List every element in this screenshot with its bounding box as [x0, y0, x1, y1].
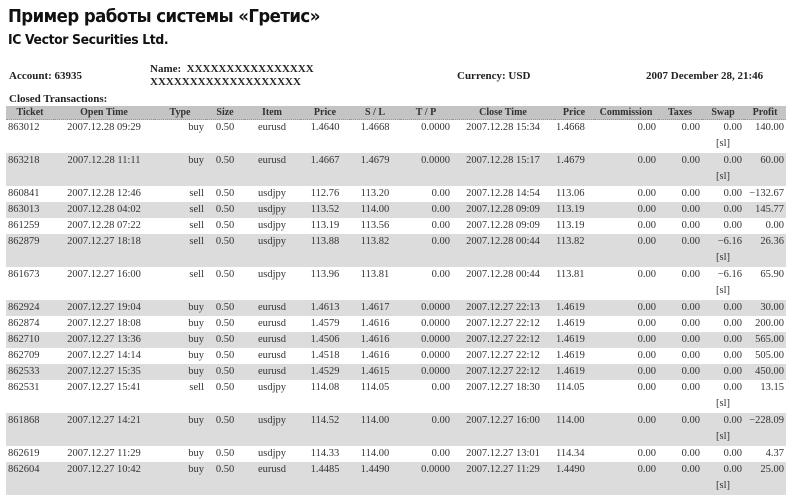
- cell-item: usdjpy: [257, 382, 286, 393]
- cell-commission: 0.00: [594, 202, 658, 218]
- cell-sl: 1.4616: [360, 318, 390, 329]
- cell-close-price: 113.19: [554, 202, 594, 218]
- cell-price: 113.52: [300, 202, 350, 218]
- cell-open-time: 2007.12.28 11:11: [54, 153, 154, 186]
- cell-profit: −132.67: [749, 188, 784, 199]
- cell-commission: 0.00: [637, 122, 656, 133]
- cell-profit: 4.37: [765, 448, 784, 459]
- cell-profit: 60.00: [744, 153, 786, 186]
- cell-size: 0.50: [206, 202, 244, 218]
- name-line-2: XXXXXXXXXXXXXXXXXXX: [150, 76, 301, 88]
- column-header: T / P: [400, 106, 452, 120]
- cell-profit: 140.00: [755, 122, 784, 133]
- cell-size: 0.50: [206, 234, 244, 267]
- cell-type: sell: [189, 269, 204, 280]
- cell-size: 0.50: [206, 462, 244, 495]
- cell-commission: 0.00: [637, 350, 656, 361]
- table-row: [6, 332, 786, 348]
- close-reason-note: [sl]: [716, 480, 730, 491]
- cell-size: 0.50: [215, 122, 235, 133]
- account-number: Account: 63935: [9, 70, 83, 82]
- cell-tp: 0.0000: [400, 332, 452, 348]
- cell-taxes: 0.00: [658, 413, 702, 446]
- closed-transactions-table: [6, 106, 786, 495]
- cell-open-time: 2007.12.27 11:29: [67, 448, 141, 459]
- cell-item: usdjpy: [257, 220, 286, 231]
- close-reason-note: [sl]: [716, 171, 730, 182]
- cell-item: usdjpy: [257, 448, 286, 459]
- column-header: Close Time: [452, 106, 554, 120]
- cell-sl: 1.4490: [350, 462, 400, 495]
- cell-commission: 0.00: [594, 153, 658, 186]
- close-reason-note: [sl]: [716, 285, 730, 296]
- cell-open-time: 2007.12.27 18:18: [54, 234, 154, 267]
- cell-price: 113.96: [310, 269, 340, 280]
- cell-item: eurusd: [244, 462, 300, 495]
- cell-open-time: 2007.12.27 10:42: [54, 462, 154, 495]
- cell-sl: 1.4616: [360, 350, 390, 361]
- cell-tp: 0.00: [431, 220, 450, 231]
- close-reason-note: [sl]: [716, 398, 730, 409]
- cell-sl: 114.00: [360, 448, 390, 459]
- cell-sl: 114.00: [350, 202, 400, 218]
- cell-taxes: 0.00: [681, 122, 700, 133]
- table-row: [6, 267, 786, 300]
- swap-value: 0.00: [723, 122, 742, 133]
- cell-taxes: 0.00: [681, 318, 700, 329]
- cell-commission: 0.00: [594, 234, 658, 267]
- cell-profit: 450.00: [744, 364, 786, 380]
- cell-size: 0.50: [215, 220, 235, 231]
- cell-open-time: 2007.12.27 16:00: [67, 269, 141, 280]
- cell-tp: 0.0000: [400, 462, 452, 495]
- cell-swap: [702, 413, 744, 446]
- cell-item: eurusd: [244, 364, 300, 380]
- cell-type: buy: [154, 462, 206, 495]
- cell-profit: 25.00: [744, 462, 786, 495]
- cell-close-price: 114.00: [554, 413, 594, 446]
- cell-price: 114.52: [300, 413, 350, 446]
- cell-size: 0.50: [206, 413, 244, 446]
- cell-tp: 0.00: [400, 202, 452, 218]
- column-header: Open Time: [54, 106, 154, 120]
- cell-close-time: 2007.12.28 14:54: [466, 188, 540, 199]
- close-reason-note: [sl]: [716, 431, 730, 442]
- cell-close-time: 2007.12.28 15:34: [466, 122, 540, 133]
- cell-item: eurusd: [244, 153, 300, 186]
- cell-close-price: 1.4679: [554, 153, 594, 186]
- cell-item: eurusd: [244, 300, 300, 316]
- cell-price: 1.4518: [310, 350, 340, 361]
- cell-size: 0.50: [206, 364, 244, 380]
- cell-size: 0.50: [215, 318, 235, 329]
- cell-ticket: 861259: [8, 220, 40, 231]
- table-row: [6, 300, 786, 316]
- column-header: Item: [244, 106, 300, 120]
- column-header: Size: [206, 106, 244, 120]
- cell-profit: 13.15: [760, 382, 784, 393]
- cell-close-price: 113.19: [556, 220, 585, 231]
- cell-size: 0.50: [215, 188, 235, 199]
- cell-taxes: 0.00: [681, 382, 700, 393]
- cell-close-time: 2007.12.28 00:44: [452, 234, 554, 267]
- table-row: [6, 348, 786, 364]
- cell-profit: 26.36: [744, 234, 786, 267]
- cell-tp: 0.00: [431, 382, 450, 393]
- cell-close-time: 2007.12.27 22:12: [466, 350, 540, 361]
- cell-item: usdjpy: [244, 202, 300, 218]
- cell-close-price: 114.34: [556, 448, 585, 459]
- cell-price: 112.76: [310, 188, 340, 199]
- cell-item: usdjpy: [244, 234, 300, 267]
- cell-type: buy: [154, 364, 206, 380]
- cell-sl: 1.4616: [350, 332, 400, 348]
- swap-value: 0.00: [723, 302, 742, 313]
- cell-ticket: 862710: [6, 332, 54, 348]
- swap-value: −6.16: [717, 236, 742, 247]
- cell-taxes: 0.00: [681, 350, 700, 361]
- swap-value: 0.00: [723, 448, 742, 459]
- cell-ticket: 862924: [6, 300, 54, 316]
- cell-tp: 0.0000: [421, 350, 450, 361]
- cell-tp: 0.0000: [421, 318, 450, 329]
- name-line-1: Name: XXXXXXXXXXXXXXXX: [150, 63, 314, 75]
- table-row: [6, 186, 786, 202]
- cell-ticket: 863013: [6, 202, 54, 218]
- cell-ticket: 862879: [6, 234, 54, 267]
- swap-value: 0.00: [723, 318, 742, 329]
- column-header: Taxes: [658, 106, 702, 120]
- cell-type: buy: [188, 350, 204, 361]
- cell-profit: 565.00: [744, 332, 786, 348]
- column-header: Price: [554, 106, 594, 120]
- cell-swap: [702, 316, 744, 332]
- cell-tp: 0.0000: [400, 153, 452, 186]
- cell-ticket: 861673: [8, 269, 40, 280]
- table-row: [6, 202, 786, 218]
- swap-value: 0.00: [723, 155, 742, 166]
- cell-item: usdjpy: [257, 269, 286, 280]
- cell-close-time: 2007.12.27 13:01: [466, 448, 540, 459]
- cell-swap: [702, 380, 744, 413]
- cell-close-price: 113.82: [554, 234, 594, 267]
- cell-swap: [702, 364, 744, 380]
- cell-close-price: 113.81: [556, 269, 585, 280]
- cell-tp: 0.00: [400, 413, 452, 446]
- cell-taxes: 0.00: [658, 202, 702, 218]
- table-row: [6, 316, 786, 332]
- cell-close-price: 1.4490: [554, 462, 594, 495]
- cell-size: 0.50: [206, 300, 244, 316]
- cell-commission: 0.00: [594, 300, 658, 316]
- column-header: Ticket: [6, 106, 54, 120]
- cell-swap: [702, 202, 744, 218]
- cell-taxes: 0.00: [681, 448, 700, 459]
- cell-type: sell: [189, 188, 204, 199]
- cell-sl: 114.00: [350, 413, 400, 446]
- cell-close-price: 1.4619: [556, 350, 585, 361]
- cell-price: 1.4485: [300, 462, 350, 495]
- cell-profit: 145.77: [744, 202, 786, 218]
- cell-swap: [702, 234, 744, 267]
- cell-ticket: 862533: [6, 364, 54, 380]
- cell-type: sell: [154, 202, 206, 218]
- cell-sl: 113.56: [360, 220, 390, 231]
- cell-price: 113.19: [310, 220, 340, 231]
- cell-close-time: 2007.12.27 22:12: [466, 318, 540, 329]
- cell-item: eurusd: [258, 350, 286, 361]
- cell-close-time: 2007.12.27 22:12: [452, 332, 554, 348]
- cell-close-time: 2007.12.28 00:44: [466, 269, 540, 280]
- cell-item: usdjpy: [257, 188, 286, 199]
- cell-type: buy: [188, 122, 204, 133]
- cell-item: eurusd: [258, 318, 286, 329]
- table-row: [6, 364, 786, 380]
- cell-size: 0.50: [215, 269, 235, 280]
- account-holder-name: [150, 63, 314, 89]
- cell-commission: 0.00: [594, 332, 658, 348]
- swap-value: 0.00: [723, 334, 742, 345]
- cell-swap: [702, 267, 744, 300]
- cell-open-time: 2007.12.28 09:29: [67, 122, 141, 133]
- cell-profit: −228.09: [744, 413, 786, 446]
- cell-taxes: 0.00: [681, 269, 700, 280]
- cell-price: 1.4506: [300, 332, 350, 348]
- close-reason-note: [sl]: [716, 138, 730, 149]
- cell-commission: 0.00: [637, 382, 656, 393]
- cell-type: buy: [154, 153, 206, 186]
- close-reason-note: [sl]: [716, 252, 730, 263]
- cell-close-time: 2007.12.27 16:00: [452, 413, 554, 446]
- table-row: [6, 413, 786, 446]
- swap-value: 0.00: [723, 366, 742, 377]
- table-header-row: [6, 106, 786, 120]
- cell-open-time: 2007.12.27 19:04: [54, 300, 154, 316]
- column-header: S / L: [350, 106, 400, 120]
- cell-type: sell: [189, 220, 204, 231]
- cell-sl: 1.4679: [350, 153, 400, 186]
- cell-ticket: 862874: [8, 318, 40, 329]
- account-currency: Currency: USD: [457, 70, 531, 82]
- cell-ticket: 862531: [8, 382, 40, 393]
- column-header: Type: [154, 106, 206, 120]
- cell-sl: 113.20: [360, 188, 390, 199]
- swap-value: 0.00: [723, 415, 742, 426]
- cell-sl: 113.82: [350, 234, 400, 267]
- cell-price: 114.08: [310, 382, 340, 393]
- cell-profit: 200.00: [755, 318, 784, 329]
- cell-profit: 30.00: [744, 300, 786, 316]
- cell-sl: 1.4617: [350, 300, 400, 316]
- cell-commission: 0.00: [594, 413, 658, 446]
- cell-size: 0.50: [215, 350, 235, 361]
- table-row: [6, 462, 786, 495]
- cell-commission: 0.00: [594, 364, 658, 380]
- cell-taxes: 0.00: [681, 220, 700, 231]
- cell-sl: 114.05: [360, 382, 390, 393]
- cell-close-price: 1.4619: [554, 332, 594, 348]
- cell-open-time: 2007.12.27 13:36: [54, 332, 154, 348]
- cell-price: 1.4613: [300, 300, 350, 316]
- cell-price: 113.88: [300, 234, 350, 267]
- table-row: [6, 120, 786, 154]
- cell-close-time: 2007.12.28 15:17: [452, 153, 554, 186]
- cell-type: buy: [154, 332, 206, 348]
- cell-profit: 65.90: [760, 269, 784, 280]
- cell-close-time: 2007.12.27 11:29: [452, 462, 554, 495]
- cell-ticket: 863012: [8, 122, 40, 133]
- cell-open-time: 2007.12.28 07:22: [67, 220, 141, 231]
- cell-close-price: 1.4619: [554, 364, 594, 380]
- cell-size: 0.50: [215, 382, 235, 393]
- cell-swap: [702, 120, 744, 154]
- cell-type: sell: [189, 382, 204, 393]
- cell-type: buy: [154, 413, 206, 446]
- cell-taxes: 0.00: [658, 153, 702, 186]
- cell-swap: [702, 186, 744, 202]
- cell-sl: 1.4615: [350, 364, 400, 380]
- cell-open-time: 2007.12.28 04:02: [54, 202, 154, 218]
- cell-commission: 0.00: [637, 188, 656, 199]
- column-header: Commission: [594, 106, 658, 120]
- table-row: [6, 218, 786, 234]
- cell-commission: 0.00: [637, 269, 656, 280]
- cell-price: 1.4579: [310, 318, 340, 329]
- cell-type: buy: [154, 300, 206, 316]
- cell-item: eurusd: [244, 332, 300, 348]
- cell-commission: 0.00: [637, 448, 656, 459]
- swap-value: 0.00: [723, 382, 742, 393]
- cell-type: buy: [188, 448, 204, 459]
- cell-open-time: 2007.12.27 15:41: [67, 382, 141, 393]
- cell-close-time: 2007.12.28 09:09: [452, 202, 554, 218]
- cell-close-price: 114.05: [556, 382, 585, 393]
- cell-close-time: 2007.12.27 22:12: [452, 364, 554, 380]
- cell-taxes: 0.00: [658, 234, 702, 267]
- cell-taxes: 0.00: [658, 300, 702, 316]
- cell-close-time: 2007.12.27 18:30: [466, 382, 540, 393]
- swap-value: −6.16: [717, 269, 742, 280]
- swap-value: 0.00: [723, 464, 742, 475]
- page-title: Пример работы системы «Гретис»: [8, 6, 320, 27]
- cell-swap: [702, 300, 744, 316]
- swap-value: 0.00: [723, 350, 742, 361]
- cell-size: 0.50: [206, 332, 244, 348]
- cell-close-price: 1.4619: [556, 318, 585, 329]
- cell-item: usdjpy: [244, 413, 300, 446]
- cell-profit: 0.00: [765, 220, 784, 231]
- broker-name: IC Vector Securities Ltd.: [8, 32, 169, 48]
- cell-price: 1.4529: [300, 364, 350, 380]
- cell-swap: [702, 153, 744, 186]
- cell-taxes: 0.00: [658, 462, 702, 495]
- cell-ticket: 860841: [8, 188, 40, 199]
- cell-close-price: 1.4668: [556, 122, 585, 133]
- cell-taxes: 0.00: [658, 364, 702, 380]
- cell-ticket: 863218: [6, 153, 54, 186]
- table-row: [6, 234, 786, 267]
- cell-tp: 0.0000: [400, 300, 452, 316]
- table-row: [6, 446, 786, 462]
- swap-value: 0.00: [723, 188, 742, 199]
- cell-open-time: 2007.12.27 18:08: [67, 318, 141, 329]
- cell-type: sell: [154, 234, 206, 267]
- cell-ticket: 862709: [8, 350, 40, 361]
- cell-price: 114.33: [310, 448, 340, 459]
- cell-commission: 0.00: [637, 220, 656, 231]
- cell-size: 0.50: [206, 153, 244, 186]
- cell-open-time: 2007.12.27 14:14: [67, 350, 141, 361]
- cell-swap: [702, 218, 744, 234]
- cell-open-time: 2007.12.27 14:21: [54, 413, 154, 446]
- cell-swap: [702, 446, 744, 462]
- column-header: Swap: [702, 106, 744, 120]
- table-row: [6, 153, 786, 186]
- cell-price: 1.4640: [310, 122, 340, 133]
- cell-tp: 0.0000: [421, 122, 450, 133]
- cell-commission: 0.00: [594, 462, 658, 495]
- cell-ticket: 862604: [6, 462, 54, 495]
- section-label: Closed Transactions:: [9, 93, 108, 105]
- cell-ticket: 862619: [8, 448, 40, 459]
- cell-close-time: 2007.12.27 22:13: [452, 300, 554, 316]
- cell-sl: 1.4668: [360, 122, 390, 133]
- cell-close-price: 113.06: [556, 188, 585, 199]
- cell-sl: 113.81: [360, 269, 390, 280]
- cell-size: 0.50: [215, 448, 235, 459]
- column-header: Price: [300, 106, 350, 120]
- cell-tp: 0.00: [431, 269, 450, 280]
- cell-tp: 0.0000: [400, 364, 452, 380]
- column-header: Profit: [744, 106, 786, 120]
- cell-swap: [702, 348, 744, 364]
- cell-commission: 0.00: [637, 318, 656, 329]
- cell-tp: 0.00: [431, 448, 450, 459]
- cell-taxes: 0.00: [658, 332, 702, 348]
- cell-close-price: 1.4619: [554, 300, 594, 316]
- cell-open-time: 2007.12.28 12:46: [67, 188, 141, 199]
- cell-type: buy: [188, 318, 204, 329]
- cell-profit: 505.00: [755, 350, 784, 361]
- cell-taxes: 0.00: [681, 188, 700, 199]
- cell-swap: [702, 462, 744, 495]
- swap-value: 0.00: [723, 220, 742, 231]
- cell-ticket: 861868: [6, 413, 54, 446]
- cell-open-time: 2007.12.27 15:35: [54, 364, 154, 380]
- table-row: [6, 380, 786, 413]
- cell-close-time: 2007.12.28 09:09: [466, 220, 540, 231]
- cell-swap: [702, 332, 744, 348]
- report-date: 2007 December 28, 21:46: [646, 70, 764, 82]
- cell-tp: 0.00: [400, 234, 452, 267]
- swap-value: 0.00: [723, 204, 742, 215]
- cell-price: 1.4667: [300, 153, 350, 186]
- cell-item: eurusd: [258, 122, 286, 133]
- cell-tp: 0.00: [431, 188, 450, 199]
